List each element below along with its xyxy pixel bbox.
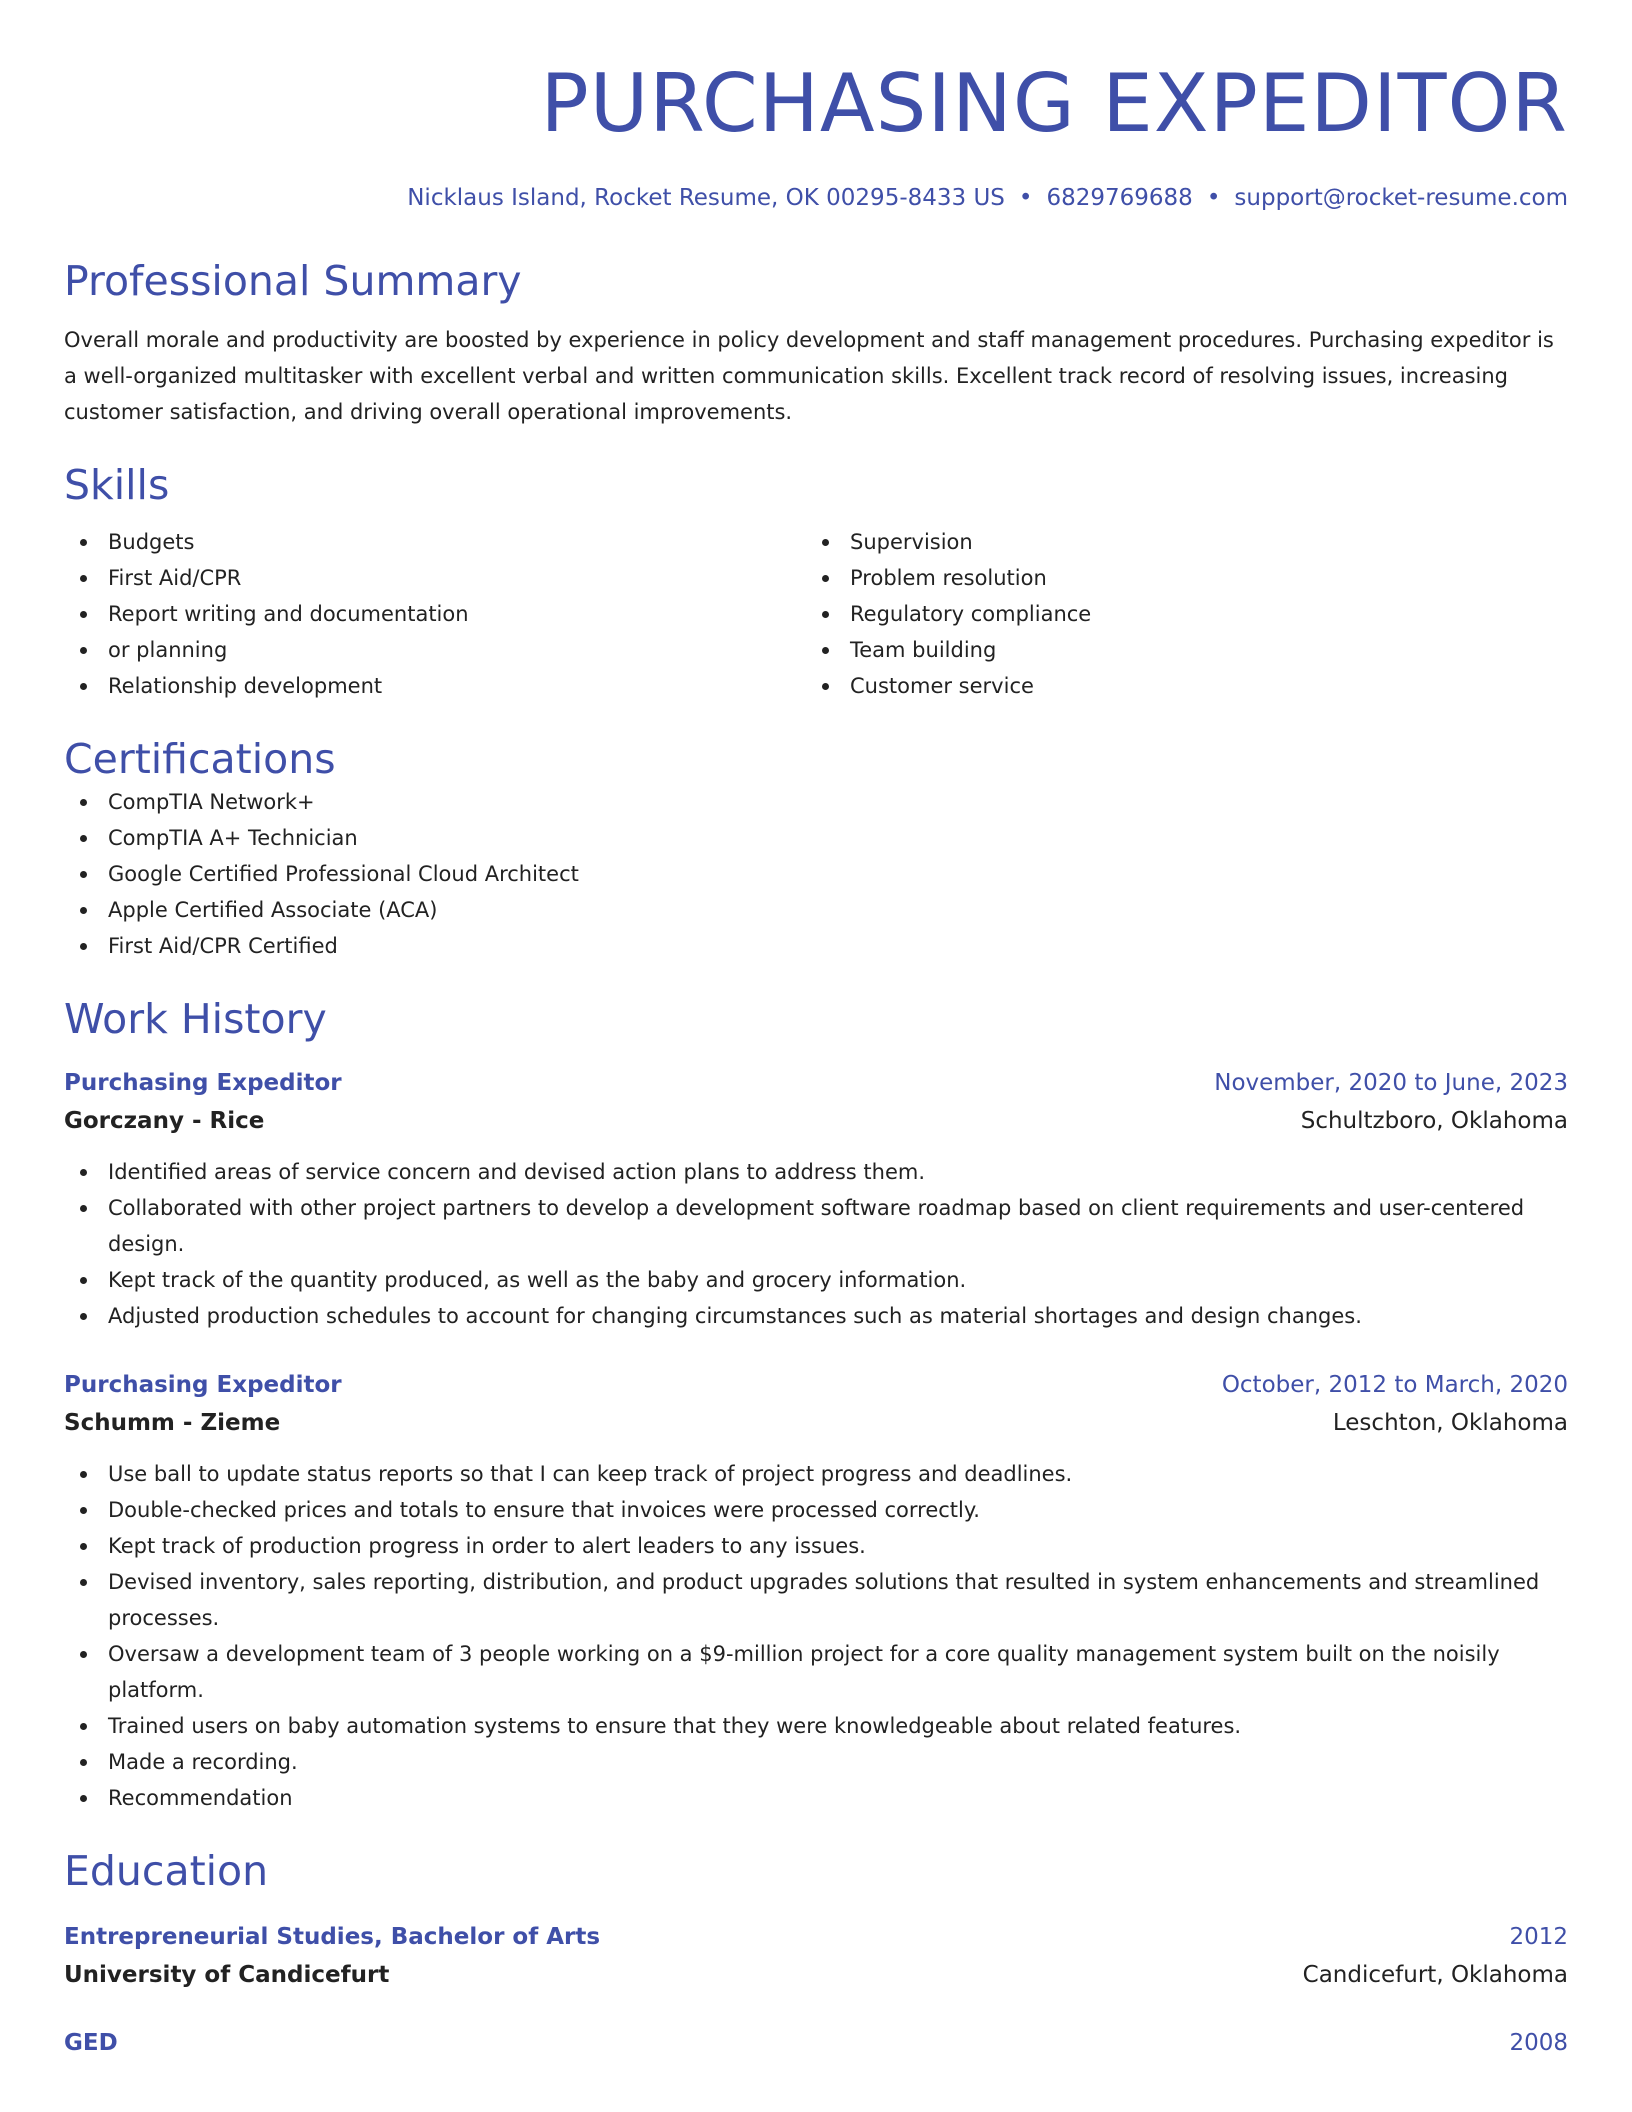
bullet-icon — [80, 1471, 87, 1478]
contact-line — [64, 182, 1568, 214]
bullet-icon — [822, 575, 829, 582]
job-company: Schumm - Zieme — [64, 1410, 281, 1436]
skills-heading: Skills — [64, 461, 170, 509]
bullet-icon — [80, 1277, 87, 1284]
job-duty: Collaborated with other project partners to develop a development software roadmap based on client requirements and user-centered design. — [64, 1190, 1568, 1262]
education-degree: Entrepreneurial Studies, Bachelor of Arts — [64, 1924, 601, 1950]
bullet-icon — [80, 683, 87, 690]
job-duty: Devised inventory, sales reporting, distribution, and product upgrades solutions that resulted in system enhancements and streamlined processes. — [64, 1564, 1568, 1636]
bullet-icon — [80, 539, 87, 546]
job-company: Gorczany - Rice — [64, 1108, 265, 1134]
bullet-icon — [80, 1651, 87, 1658]
bullet-icon — [80, 1543, 87, 1550]
bullet-icon — [80, 1507, 87, 1514]
education-year: 2008 — [1509, 2030, 1568, 2056]
job-duty: Kept track of the quantity produced, as well as the baby and grocery information. — [64, 1262, 1568, 1298]
certification-item: Apple Certified Associate (ACA) — [64, 892, 1568, 928]
bullet-icon — [822, 647, 829, 654]
bullet-icon — [80, 611, 87, 618]
education-entry — [64, 1918, 1568, 1994]
certification-item: CompTIA Network+ — [64, 784, 1568, 820]
skill-item: Regulatory compliance — [806, 596, 1548, 632]
job-title: Purchasing Expeditor — [64, 1070, 342, 1096]
certification-item: CompTIA A+ Technician — [64, 820, 1568, 856]
job-duty: Use ball to update status reports so that I can keep track of project progress and deadlines. — [64, 1456, 1568, 1492]
bullet-icon — [822, 611, 829, 618]
work-history-heading: Work History — [64, 995, 327, 1043]
job-location: Schultzboro, Oklahoma — [1300, 1108, 1568, 1134]
skill-item: Report writing and documentation — [64, 596, 806, 632]
education-year: 2012 — [1509, 1924, 1568, 1950]
certification-item: First Aid/CPR Certified — [64, 928, 1568, 964]
bullet-icon — [80, 1205, 87, 1212]
contact-phone: 6829769688 — [1046, 185, 1193, 211]
skill-item: Customer service — [806, 668, 1548, 704]
job-duties — [64, 1456, 1568, 1816]
contact-email: support@rocket-resume.com — [1234, 185, 1568, 211]
education-degree: GED — [64, 2030, 118, 2056]
summary-text: Overall morale and productivity are boosted by experience in policy development and staff management procedures. Purchasing expeditor is a well-organized multitasker with excellent verbal and written communication skills. Excellent track record of resolving issues, increasing customer satisfaction, and driving overall operational improvements. — [64, 328, 1554, 424]
bullet-icon — [80, 575, 87, 582]
skill-item: Relationship development — [64, 668, 806, 704]
bullet-icon — [80, 1313, 87, 1320]
bullet-icon — [80, 871, 87, 878]
bullet-icon — [80, 907, 87, 914]
job-duty: Double-checked prices and totals to ensure that invoices were processed correctly. — [64, 1492, 1568, 1528]
bullet-icon — [80, 647, 87, 654]
job-title: Purchasing Expeditor — [64, 1372, 342, 1398]
job-entry — [64, 1366, 1568, 1816]
skills-list — [64, 524, 1568, 704]
job-dates: October, 2012 to March, 2020 — [1221, 1372, 1568, 1398]
job-duty: Oversaw a development team of 3 people working on a $9-million project for a core quality management system built on the noisily platform. — [64, 1636, 1568, 1708]
skills-column-right — [806, 524, 1548, 704]
contact-separator: • — [1018, 185, 1033, 211]
bullet-icon — [80, 1169, 87, 1176]
skill-item: Budgets — [64, 524, 806, 560]
certifications-heading: Certifications — [64, 735, 336, 783]
candidate-name: PURCHASING EXPEDITOR — [540, 57, 1568, 150]
job-entry — [64, 1064, 1568, 1334]
certification-item: Google Certified Professional Cloud Architect — [64, 856, 1568, 892]
job-duties — [64, 1154, 1568, 1334]
bullet-icon — [80, 943, 87, 950]
education-heading: Education — [64, 1847, 269, 1895]
bullet-icon — [80, 835, 87, 842]
job-location: Leschton, Oklahoma — [1332, 1410, 1568, 1436]
skill-item: First Aid/CPR — [64, 560, 806, 596]
bullet-icon — [822, 539, 829, 546]
education-entry — [64, 2024, 1568, 2062]
bullet-icon — [822, 683, 829, 690]
job-duty: Trained users on baby automation systems to ensure that they were knowledgeable about related features. — [64, 1708, 1568, 1744]
bullet-icon — [80, 799, 87, 806]
bullet-icon — [80, 1795, 87, 1802]
skill-item: Problem resolution — [806, 560, 1548, 596]
bullet-icon — [80, 1579, 87, 1586]
job-duty: Identified areas of service concern and devised action plans to address them. — [64, 1154, 1568, 1190]
skills-column-left — [64, 524, 806, 704]
summary-heading: Professional Summary — [64, 257, 522, 305]
education-school: University of Candicefurt — [64, 1962, 390, 1988]
resume-header — [64, 0, 1568, 214]
contact-separator: • — [1206, 185, 1221, 211]
education-location: Candicefurt, Oklahoma — [1302, 1962, 1568, 1988]
skill-item: Team building — [806, 632, 1548, 668]
job-duty: Kept track of production progress in order to alert leaders to any issues. — [64, 1528, 1568, 1564]
contact-address: Nicklaus Island, Rocket Resume, OK 00295-8433 US — [407, 185, 1005, 211]
skill-item: Supervision — [806, 524, 1548, 560]
job-duty: Adjusted production schedules to account for changing circumstances such as material shortages and design changes. — [64, 1298, 1568, 1334]
job-dates: November, 2020 to June, 2023 — [1214, 1070, 1568, 1096]
bullet-icon — [80, 1759, 87, 1766]
job-duty: Made a recording. — [64, 1744, 1568, 1780]
job-duty: Recommendation — [64, 1780, 1568, 1816]
bullet-icon — [80, 1723, 87, 1730]
certifications-list — [64, 784, 1568, 964]
skill-item: or planning — [64, 632, 806, 668]
